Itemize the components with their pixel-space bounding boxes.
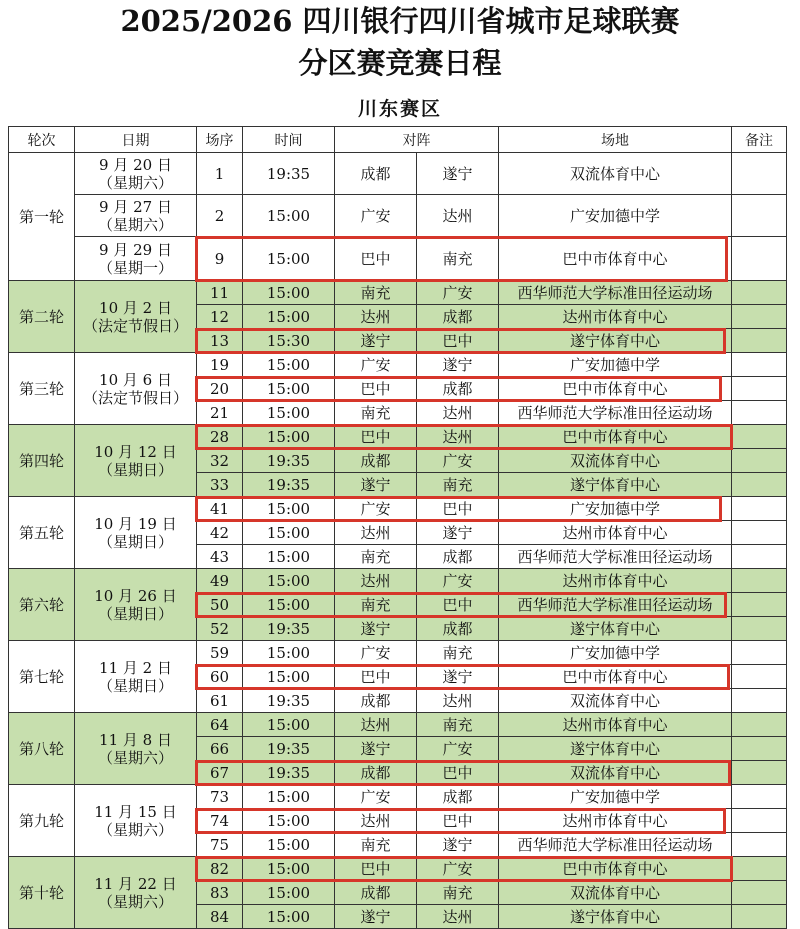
away-team-cell: 广安 xyxy=(417,737,499,761)
match-no-cell: 73 xyxy=(197,785,243,809)
date-text: 10 月 26 日 xyxy=(94,586,177,605)
notes-cell xyxy=(732,305,787,329)
home-team-cell: 南充 xyxy=(335,401,417,425)
away-team-cell: 广安 xyxy=(417,569,499,593)
venue-cell: 广安加德中学 xyxy=(499,641,732,665)
match-no-cell: 83 xyxy=(197,881,243,905)
home-team-cell: 巴中 xyxy=(335,665,417,689)
time-cell: 15:00 xyxy=(243,497,335,521)
notes-cell xyxy=(732,195,787,237)
notes-cell xyxy=(732,857,787,881)
date-text: 10 月 19 日 xyxy=(94,514,177,533)
date-text: 10 月 2 日 xyxy=(99,298,172,317)
time-cell: 19:35 xyxy=(243,689,335,713)
time-cell: 15:00 xyxy=(243,377,335,401)
time-cell: 19:35 xyxy=(243,617,335,641)
time-cell: 15:00 xyxy=(243,809,335,833)
notes-cell xyxy=(732,353,787,377)
venue-cell: 巴中市体育中心 xyxy=(499,857,732,881)
home-team-cell: 广安 xyxy=(335,785,417,809)
match-no-cell: 42 xyxy=(197,521,243,545)
away-team-cell: 成都 xyxy=(417,785,499,809)
home-team-cell: 达州 xyxy=(335,305,417,329)
date-cell xyxy=(75,353,197,425)
away-team-cell: 达州 xyxy=(417,905,499,929)
document-title: 2025/2026 四川银行四川省城市足球联赛 xyxy=(120,4,680,38)
date-text: 9 月 20 日 xyxy=(99,155,172,174)
table-row xyxy=(9,641,787,665)
date-text: 10 月 6 日 xyxy=(99,370,172,389)
time-cell: 15:00 xyxy=(243,425,335,449)
time-cell: 15:00 xyxy=(243,521,335,545)
zone-title: 川东赛区 xyxy=(357,98,442,120)
notes-cell xyxy=(732,785,787,809)
time-cell: 15:00 xyxy=(243,905,335,929)
time-cell: 15:00 xyxy=(243,881,335,905)
venue-cell: 遂宁体育中心 xyxy=(499,329,732,353)
venue-cell: 西华师范大学标准田径运动场 xyxy=(499,401,732,425)
notes-cell xyxy=(732,449,787,473)
venue-cell: 巴中市体育中心 xyxy=(499,377,732,401)
home-team-cell: 达州 xyxy=(335,713,417,737)
home-team-cell: 遂宁 xyxy=(335,617,417,641)
header-notes: 备注 xyxy=(732,127,787,153)
weekday-text: （星期日） xyxy=(97,460,173,479)
match-no-cell: 12 xyxy=(197,305,243,329)
venue-cell: 双流体育中心 xyxy=(499,881,732,905)
notes-cell xyxy=(732,713,787,737)
match-no-cell: 59 xyxy=(197,641,243,665)
away-team-cell: 遂宁 xyxy=(417,665,499,689)
venue-cell: 西华师范大学标准田径运动场 xyxy=(499,281,732,305)
away-team-cell: 达州 xyxy=(417,425,499,449)
round-cell: 第八轮 xyxy=(9,713,75,785)
time-cell: 15:00 xyxy=(243,593,335,617)
time-cell: 19:35 xyxy=(243,737,335,761)
time-cell: 15:00 xyxy=(243,641,335,665)
notes-cell xyxy=(732,401,787,425)
notes-cell xyxy=(732,905,787,929)
home-team-cell: 南充 xyxy=(335,545,417,569)
venue-cell: 巴中市体育中心 xyxy=(499,665,732,689)
header-fixture: 对阵 xyxy=(335,127,499,153)
round-cell: 第九轮 xyxy=(9,785,75,857)
time-cell: 19:35 xyxy=(243,761,335,785)
header-date: 日期 xyxy=(75,127,197,153)
time-cell: 15:00 xyxy=(243,833,335,857)
match-no-cell: 49 xyxy=(197,569,243,593)
venue-cell: 达州市体育中心 xyxy=(499,521,732,545)
weekday-text: （法定节假日） xyxy=(82,388,188,407)
notes-cell xyxy=(732,737,787,761)
home-team-cell: 成都 xyxy=(335,761,417,785)
away-team-cell: 广安 xyxy=(417,449,499,473)
match-no-cell: 52 xyxy=(197,617,243,641)
table-row xyxy=(9,281,787,305)
match-no-cell: 13 xyxy=(197,329,243,353)
home-team-cell: 达州 xyxy=(335,521,417,545)
home-team-cell: 遂宁 xyxy=(335,905,417,929)
venue-cell: 达州市体育中心 xyxy=(499,809,732,833)
venue-cell: 双流体育中心 xyxy=(499,761,732,785)
table-row xyxy=(9,237,787,281)
notes-cell xyxy=(732,689,787,713)
match-no-cell: 19 xyxy=(197,353,243,377)
away-team-cell: 广安 xyxy=(417,857,499,881)
date-cell xyxy=(75,785,197,857)
away-team-cell: 成都 xyxy=(417,377,499,401)
notes-cell xyxy=(732,329,787,353)
home-team-cell: 成都 xyxy=(335,153,417,195)
date-cell xyxy=(75,857,197,929)
header-round: 轮次 xyxy=(9,127,75,153)
header-match-no: 场序 xyxy=(197,127,243,153)
weekday-text: （星期一） xyxy=(97,258,173,277)
away-team-cell: 达州 xyxy=(417,195,499,237)
weekday-text: （星期日） xyxy=(97,676,173,695)
away-team-cell: 南充 xyxy=(417,473,499,497)
home-team-cell: 广安 xyxy=(335,497,417,521)
time-cell: 15:00 xyxy=(243,401,335,425)
match-no-cell: 41 xyxy=(197,497,243,521)
home-team-cell: 遂宁 xyxy=(335,329,417,353)
time-cell: 15:00 xyxy=(243,785,335,809)
away-team-cell: 遂宁 xyxy=(417,833,499,857)
home-team-cell: 巴中 xyxy=(335,857,417,881)
home-team-cell: 巴中 xyxy=(335,377,417,401)
away-team-cell: 遂宁 xyxy=(417,353,499,377)
date-cell xyxy=(75,569,197,641)
date-cell xyxy=(75,497,197,569)
match-no-cell: 20 xyxy=(197,377,243,401)
notes-cell xyxy=(732,473,787,497)
venue-cell: 广安加德中学 xyxy=(499,195,732,237)
time-cell: 19:35 xyxy=(243,449,335,473)
date-text: 11 月 15 日 xyxy=(94,802,177,821)
away-team-cell: 巴中 xyxy=(417,497,499,521)
home-team-cell: 南充 xyxy=(335,833,417,857)
date-text: 11 月 8 日 xyxy=(99,730,172,749)
notes-cell xyxy=(732,665,787,689)
away-team-cell: 南充 xyxy=(417,237,499,281)
document-subtitle: 分区赛竞赛日程 xyxy=(298,46,502,80)
round-cell: 第三轮 xyxy=(9,353,75,425)
weekday-text: （星期六） xyxy=(97,892,173,911)
match-no-cell: 67 xyxy=(197,761,243,785)
notes-cell xyxy=(732,617,787,641)
home-team-cell: 成都 xyxy=(335,881,417,905)
date-cell xyxy=(75,195,197,237)
weekday-text: （星期日） xyxy=(97,604,173,623)
time-cell: 15:00 xyxy=(243,665,335,689)
match-no-cell: 64 xyxy=(197,713,243,737)
venue-cell: 遂宁体育中心 xyxy=(499,905,732,929)
date-cell xyxy=(75,425,197,497)
home-team-cell: 遂宁 xyxy=(335,473,417,497)
time-cell: 15:00 xyxy=(243,857,335,881)
notes-cell xyxy=(732,809,787,833)
time-cell: 15:00 xyxy=(243,713,335,737)
home-team-cell: 成都 xyxy=(335,689,417,713)
date-cell xyxy=(75,237,197,281)
header-venue: 场地 xyxy=(499,127,732,153)
venue-cell: 遂宁体育中心 xyxy=(499,617,732,641)
notes-cell xyxy=(732,545,787,569)
round-cell: 第一轮 xyxy=(9,153,75,281)
notes-cell xyxy=(732,881,787,905)
header-time: 时间 xyxy=(243,127,335,153)
home-team-cell: 巴中 xyxy=(335,237,417,281)
date-text: 11 月 22 日 xyxy=(94,874,177,893)
time-cell: 19:35 xyxy=(243,473,335,497)
header-row xyxy=(9,127,787,153)
home-team-cell: 达州 xyxy=(335,809,417,833)
table-row xyxy=(9,569,787,593)
match-no-cell: 50 xyxy=(197,593,243,617)
match-no-cell: 84 xyxy=(197,905,243,929)
venue-cell: 双流体育中心 xyxy=(499,689,732,713)
table-row xyxy=(9,713,787,737)
time-cell: 15:00 xyxy=(243,353,335,377)
weekday-text: （星期六） xyxy=(97,748,173,767)
notes-cell xyxy=(732,237,787,281)
home-team-cell: 达州 xyxy=(335,569,417,593)
match-no-cell: 66 xyxy=(197,737,243,761)
away-team-cell: 广安 xyxy=(417,281,499,305)
venue-cell: 双流体育中心 xyxy=(499,153,732,195)
away-team-cell: 成都 xyxy=(417,305,499,329)
time-cell: 15:00 xyxy=(243,237,335,281)
venue-cell: 西华师范大学标准田径运动场 xyxy=(499,833,732,857)
time-cell: 15:00 xyxy=(243,569,335,593)
match-no-cell: 21 xyxy=(197,401,243,425)
venue-cell: 广安加德中学 xyxy=(499,785,732,809)
match-no-cell: 2 xyxy=(197,195,243,237)
venue-cell: 巴中市体育中心 xyxy=(499,237,732,281)
table-row xyxy=(9,153,787,195)
notes-cell xyxy=(732,497,787,521)
venue-cell: 广安加德中学 xyxy=(499,497,732,521)
notes-cell xyxy=(732,425,787,449)
venue-cell: 双流体育中心 xyxy=(499,449,732,473)
away-team-cell: 巴中 xyxy=(417,809,499,833)
table-row xyxy=(9,785,787,809)
away-team-cell: 南充 xyxy=(417,713,499,737)
notes-cell xyxy=(732,153,787,195)
date-cell xyxy=(75,641,197,713)
match-no-cell: 1 xyxy=(197,153,243,195)
date-cell xyxy=(75,153,197,195)
away-team-cell: 南充 xyxy=(417,881,499,905)
time-cell: 15:00 xyxy=(243,195,335,237)
notes-cell xyxy=(732,569,787,593)
date-text: 10 月 12 日 xyxy=(94,442,177,461)
match-no-cell: 33 xyxy=(197,473,243,497)
home-team-cell: 广安 xyxy=(335,195,417,237)
date-cell xyxy=(75,281,197,353)
round-cell: 第五轮 xyxy=(9,497,75,569)
venue-cell: 西华师范大学标准田径运动场 xyxy=(499,593,732,617)
home-team-cell: 南充 xyxy=(335,281,417,305)
table-row xyxy=(9,353,787,377)
away-team-cell: 成都 xyxy=(417,617,499,641)
away-team-cell: 达州 xyxy=(417,689,499,713)
time-cell: 15:00 xyxy=(243,545,335,569)
time-cell: 15:00 xyxy=(243,305,335,329)
match-no-cell: 82 xyxy=(197,857,243,881)
table-row xyxy=(9,857,787,881)
notes-cell xyxy=(732,593,787,617)
table-row xyxy=(9,497,787,521)
venue-cell: 达州市体育中心 xyxy=(499,305,732,329)
date-text: 11 月 2 日 xyxy=(99,658,172,677)
round-cell: 第十轮 xyxy=(9,857,75,929)
notes-cell xyxy=(732,833,787,857)
weekday-text: （星期六） xyxy=(97,820,173,839)
home-team-cell: 南充 xyxy=(335,593,417,617)
venue-cell: 巴中市体育中心 xyxy=(499,425,732,449)
match-no-cell: 43 xyxy=(197,545,243,569)
match-no-cell: 60 xyxy=(197,665,243,689)
round-cell: 第七轮 xyxy=(9,641,75,713)
notes-cell xyxy=(732,521,787,545)
notes-cell xyxy=(732,761,787,785)
venue-cell: 西华师范大学标准田径运动场 xyxy=(499,545,732,569)
venue-cell: 达州市体育中心 xyxy=(499,569,732,593)
time-cell: 15:30 xyxy=(243,329,335,353)
away-team-cell: 达州 xyxy=(417,401,499,425)
away-team-cell: 遂宁 xyxy=(417,521,499,545)
home-team-cell: 广安 xyxy=(335,641,417,665)
away-team-cell: 成都 xyxy=(417,545,499,569)
weekday-text: （星期六） xyxy=(97,215,173,234)
match-no-cell: 32 xyxy=(197,449,243,473)
venue-cell: 遂宁体育中心 xyxy=(499,473,732,497)
venue-cell: 遂宁体育中心 xyxy=(499,737,732,761)
match-no-cell: 9 xyxy=(197,237,243,281)
time-cell: 19:35 xyxy=(243,153,335,195)
venue-cell: 广安加德中学 xyxy=(499,353,732,377)
away-team-cell: 巴中 xyxy=(417,329,499,353)
date-text: 9 月 29 日 xyxy=(99,240,172,259)
match-no-cell: 74 xyxy=(197,809,243,833)
notes-cell xyxy=(732,641,787,665)
match-no-cell: 75 xyxy=(197,833,243,857)
match-no-cell: 61 xyxy=(197,689,243,713)
table-row xyxy=(9,195,787,237)
table-row xyxy=(9,425,787,449)
home-team-cell: 广安 xyxy=(335,353,417,377)
away-team-cell: 遂宁 xyxy=(417,153,499,195)
match-no-cell: 28 xyxy=(197,425,243,449)
round-cell: 第六轮 xyxy=(9,569,75,641)
home-team-cell: 巴中 xyxy=(335,425,417,449)
date-text: 9 月 27 日 xyxy=(99,197,172,216)
schedule-table xyxy=(8,126,787,929)
away-team-cell: 南充 xyxy=(417,641,499,665)
away-team-cell: 巴中 xyxy=(417,761,499,785)
notes-cell xyxy=(732,377,787,401)
venue-cell: 达州市体育中心 xyxy=(499,713,732,737)
round-cell: 第二轮 xyxy=(9,281,75,353)
notes-cell xyxy=(732,281,787,305)
match-no-cell: 11 xyxy=(197,281,243,305)
date-cell xyxy=(75,713,197,785)
weekday-text: （星期六） xyxy=(97,173,173,192)
away-team-cell: 巴中 xyxy=(417,593,499,617)
home-team-cell: 成都 xyxy=(335,449,417,473)
weekday-text: （法定节假日） xyxy=(82,316,188,335)
time-cell: 15:00 xyxy=(243,281,335,305)
home-team-cell: 遂宁 xyxy=(335,737,417,761)
round-cell: 第四轮 xyxy=(9,425,75,497)
weekday-text: （星期日） xyxy=(97,532,173,551)
